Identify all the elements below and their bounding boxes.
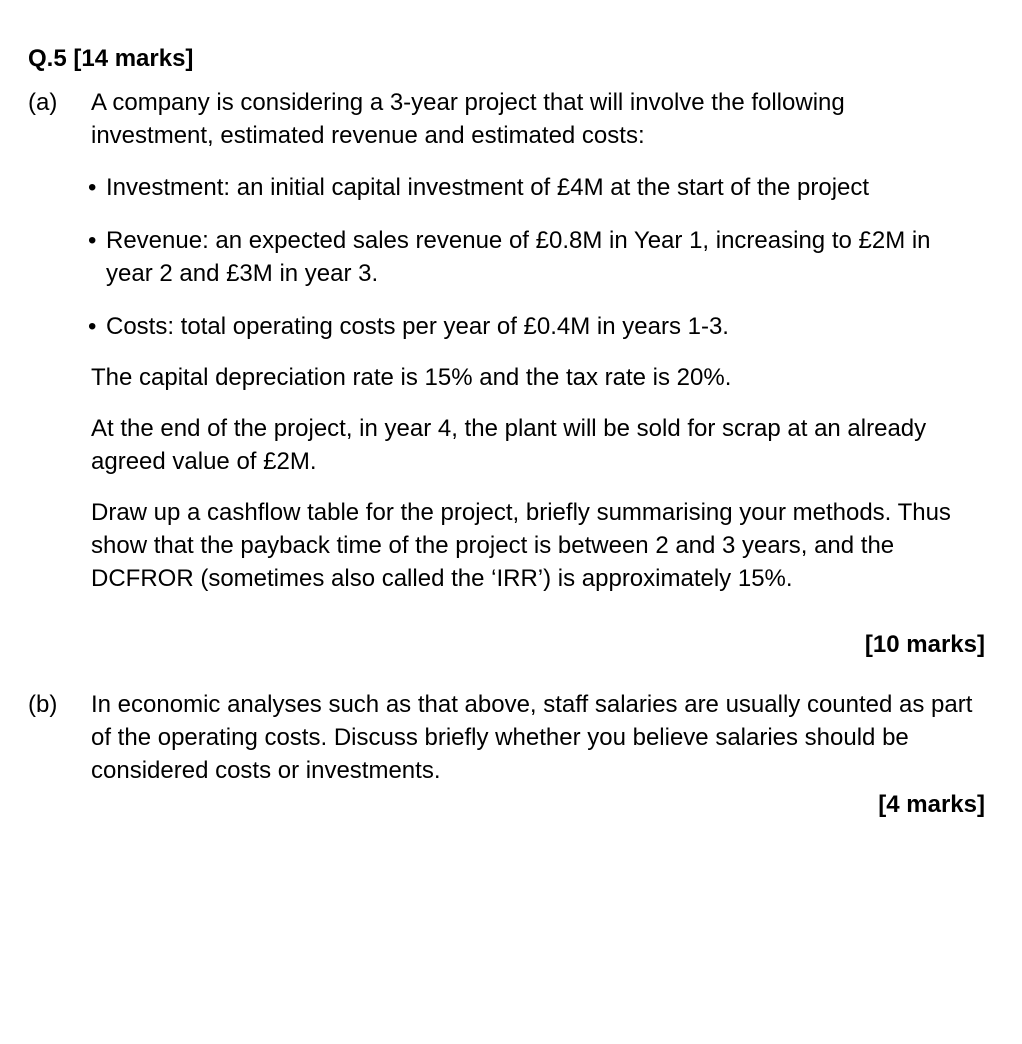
part-a-label: (a) [28,89,58,116]
scrap-text: At the end of the project, in year 4, the plant will be sold for scrap at an already agreed value of £2M. [91,415,927,475]
bullet-revenue [88,224,958,290]
part-b-text: In economic analyses such as that above, staff salaries are usually counted as part of the operating costs. Discuss briefly whether you believe salaries should be considered costs or investments. [91,691,973,784]
bullet-costs-text: Costs: total operating costs per year of £0.4M in years 1-3. [106,313,729,340]
part-a-marks: [10 marks] [864,631,985,658]
bullet-dot: • [88,227,97,254]
depreciation-text: The capital depreciation rate is 15% and the tax rate is 20%. [91,364,732,391]
question-title: Q.5 [14 marks] [28,45,194,72]
bullet-investment [88,171,988,204]
part-a-intro: A company is considering a 3-year project that will involve the following investment, estimated revenue and estimated costs: [91,89,845,149]
task-text: Draw up a cashflow table for the project, briefly summarising your methods. Thus show that the payback time of the project is between 2 and 3 years, and the DCFROR (sometimes also called the ‘IRR’) is approximately 15%. [91,499,951,592]
bullet-costs [88,310,988,343]
bullet-dot: • [88,174,97,201]
bullet-revenue-text: Revenue: an expected sales revenue of £0.8M in Year 1, increasing to £2M in year 2 and £3M in year 3. [106,227,931,287]
part-b-marks: [4 marks] [878,791,985,818]
bullet-investment-text: Investment: an initial capital investment of £4M at the start of the project [106,174,870,201]
part-b-label: (b) [28,691,58,718]
bullet-dot: • [88,313,97,340]
